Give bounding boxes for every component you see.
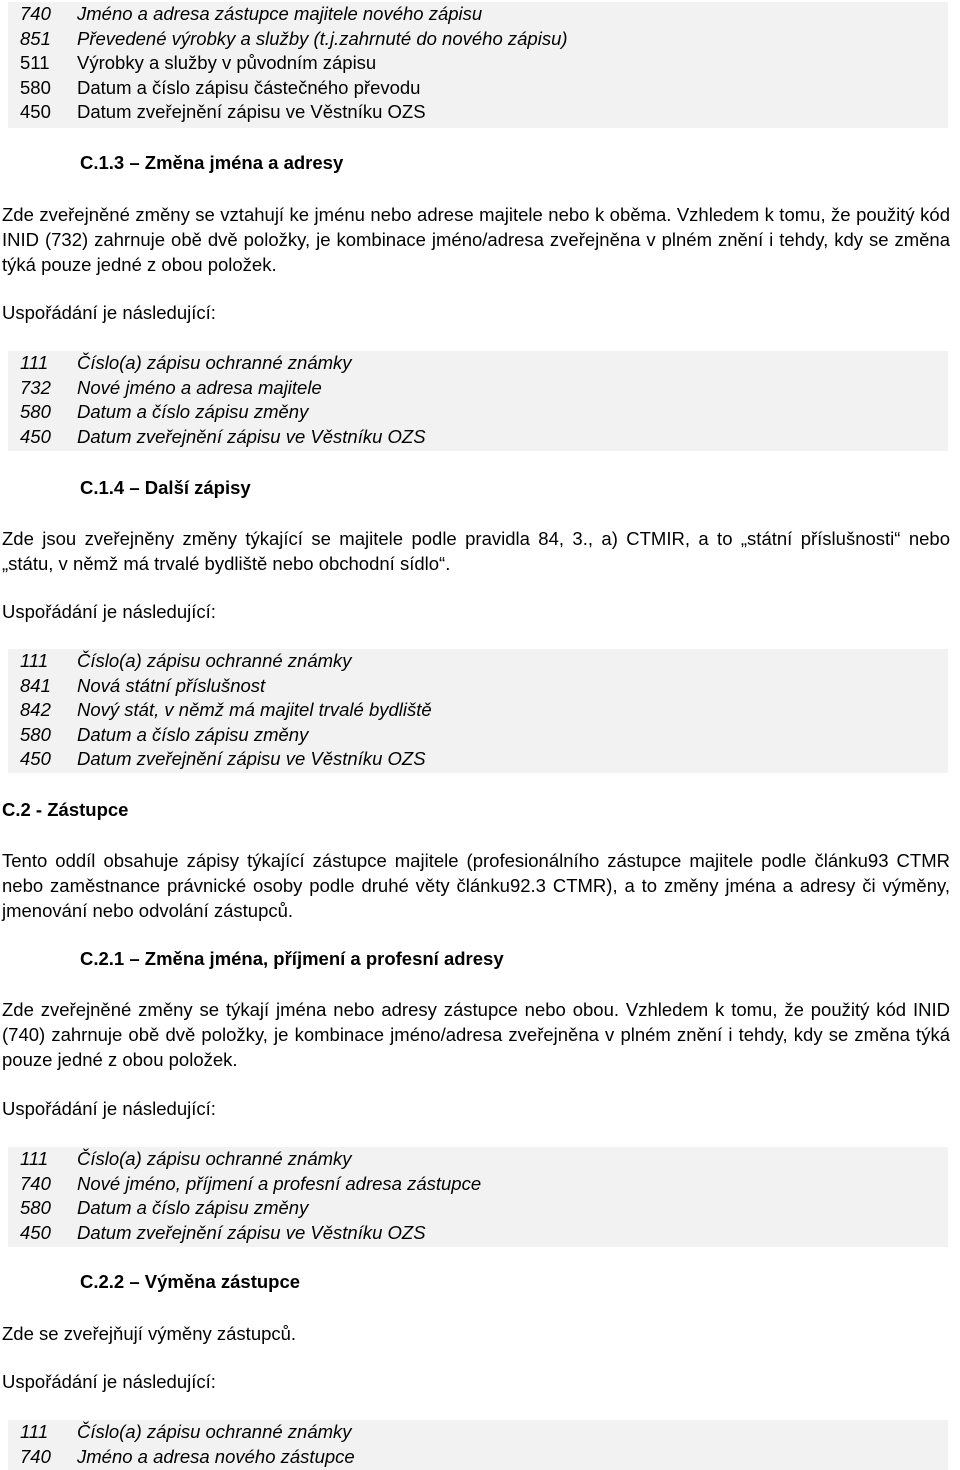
- code-list-row: [14, 723, 948, 748]
- inid-description: Datum a číslo zápisu částečného převodu: [77, 76, 421, 98]
- inid-description: Jméno a adresa zástupce majitele nového zápisu: [77, 3, 483, 24]
- inid-description: Číslo(a) zápisu ochranné známky: [77, 650, 352, 671]
- inid-code: 841: [20, 674, 51, 696]
- inid-description: Datum zveřejnění zápisu ve Věstníku OZS: [77, 101, 426, 123]
- arrangement-label-c21: Uspořádání je následující:: [2, 1098, 216, 1119]
- code-list-row: [14, 1172, 948, 1197]
- inid-description: Nové jméno a adresa majitele: [77, 376, 322, 398]
- code-list-row: [14, 747, 948, 772]
- code-list-row: [14, 425, 948, 450]
- section-heading-c13: C.1.3 – Změna jména a adresy: [80, 152, 344, 173]
- code-list-row: [14, 400, 948, 425]
- inid-code: 580: [20, 76, 51, 98]
- code-list-row: [14, 698, 948, 723]
- inid-code: 111: [20, 1148, 49, 1169]
- inid-description: Datum zveřejnění zápisu ve Věstníku OZS: [77, 425, 426, 447]
- inid-code: 580: [20, 401, 51, 423]
- inid-code: 450: [20, 101, 51, 123]
- inid-code: 740: [20, 1172, 51, 1194]
- paragraph-c22: Zde se zveřejňují výměny zástupců.: [2, 1323, 297, 1344]
- paragraph-c14: Zde jsou zveřejněny změny týkající se majitele podle pravidla 84, 3., a) CTMIR, a to „státní příslušnosti“ nebo „státu, v němž má trvalé bydliště nebo obchodní sídlo“.: [2, 528, 950, 574]
- code-list-row: [14, 51, 948, 76]
- inid-code: 450: [20, 748, 51, 770]
- code-list-c21: [8, 1147, 948, 1247]
- code-list-c14: [8, 649, 948, 773]
- section-heading-c2: C.2 - Zástupce: [2, 799, 129, 820]
- section-heading-c22: C.2.2 – Výměna zástupce: [80, 1271, 301, 1292]
- inid-code: 450: [20, 425, 51, 447]
- code-list-row: [14, 27, 948, 52]
- code-list-row: [14, 351, 948, 376]
- inid-description: Číslo(a) zápisu ochranné známky: [77, 1148, 352, 1169]
- code-list-row: [14, 674, 948, 699]
- inid-code: 842: [20, 699, 51, 721]
- inid-description: Datum a číslo zápisu změny: [77, 723, 309, 745]
- inid-code: 851: [20, 27, 51, 49]
- code-list-c22: [8, 1420, 948, 1470]
- inid-code: 111: [20, 650, 49, 671]
- code-list-row: [14, 1221, 948, 1246]
- arrangement-label-c14: Uspořádání je následující:: [2, 601, 216, 622]
- arrangement-label-c22: Uspořádání je následující:: [2, 1371, 216, 1392]
- code-list-block0: [8, 2, 948, 128]
- inid-code: 580: [20, 723, 51, 745]
- inid-description: Výrobky a služby v původním zápisu: [77, 52, 377, 74]
- inid-description: Nová státní příslušnost: [77, 674, 266, 696]
- inid-code: 111: [20, 352, 49, 373]
- arrangement-label-c13: Uspořádání je následující:: [2, 302, 216, 323]
- code-list-row: [14, 76, 948, 101]
- inid-description: Nové jméno, příjmení a profesní adresa zástupce: [77, 1172, 482, 1194]
- inid-code: 732: [20, 376, 51, 398]
- code-list-row: [14, 2, 948, 27]
- code-list-row: [14, 1196, 948, 1221]
- code-list-c13: [8, 351, 948, 451]
- paragraph-c13: Zde zveřejněné změny se vztahují ke jménu nebo adrese majitele nebo k oběma. Vzhledem k tomu, že použitý kód INID (732) zahrnuje obě dvě položky, je kombinace jméno/adresa zveřejněna v plném znění i tehdy, kdy se změna týká pouze jedné z obou položek.: [2, 204, 950, 275]
- inid-code: 111: [20, 1421, 49, 1442]
- inid-code: 450: [20, 1221, 51, 1243]
- inid-description: Datum zveřejnění zápisu ve Věstníku OZS: [77, 748, 426, 770]
- code-list-row: [14, 1445, 948, 1470]
- code-list-row: [14, 649, 948, 674]
- paragraph-c2: Tento oddíl obsahuje zápisy týkající zástupce majitele (profesionálního zástupce majitele podle článku93 CTMR nebo zaměstnance právnické osoby podle druhé věty článku92.3 CTMR), a to změny jména a adresy či výměny, jmenování nebo odvolání zástupců.: [2, 850, 950, 921]
- inid-code: 580: [20, 1197, 51, 1219]
- code-list-row: [14, 1147, 948, 1172]
- inid-description: Nový stát, v němž má majitel trvalé bydliště: [77, 699, 432, 721]
- inid-description: Datum a číslo zápisu změny: [77, 1197, 309, 1219]
- inid-description: Číslo(a) zápisu ochranné známky: [77, 352, 352, 373]
- code-list-row: [14, 1420, 948, 1445]
- section-heading-c21: C.2.1 – Změna jména, příjmení a profesní adresy: [80, 948, 504, 969]
- inid-description: Číslo(a) zápisu ochranné známky: [77, 1421, 352, 1442]
- inid-description: Převedené výrobky a služby (t.j.zahrnuté do nového zápisu): [77, 27, 568, 49]
- inid-code: 740: [20, 3, 51, 24]
- inid-code: 740: [20, 1445, 51, 1467]
- paragraph-c21: Zde zveřejněné změny se týkají jména nebo adresy zástupce nebo obou. Vzhledem k tomu, že použitý kód INID (740) zahrnuje obě dvě položky, je kombinace jméno/adresa zveřejněna v plném znění i tehdy, kdy se změna týká pouze jedné z obou položek.: [2, 999, 950, 1070]
- section-heading-c14: C.1.4 – Další zápisy: [80, 477, 251, 498]
- inid-description: Datum a číslo zápisu změny: [77, 401, 309, 423]
- code-list-row: [14, 100, 948, 125]
- inid-description: Jméno a adresa nového zástupce: [77, 1445, 355, 1467]
- inid-code: 511: [20, 52, 50, 74]
- code-list-row: [14, 376, 948, 401]
- inid-description: Datum zveřejnění zápisu ve Věstníku OZS: [77, 1221, 426, 1243]
